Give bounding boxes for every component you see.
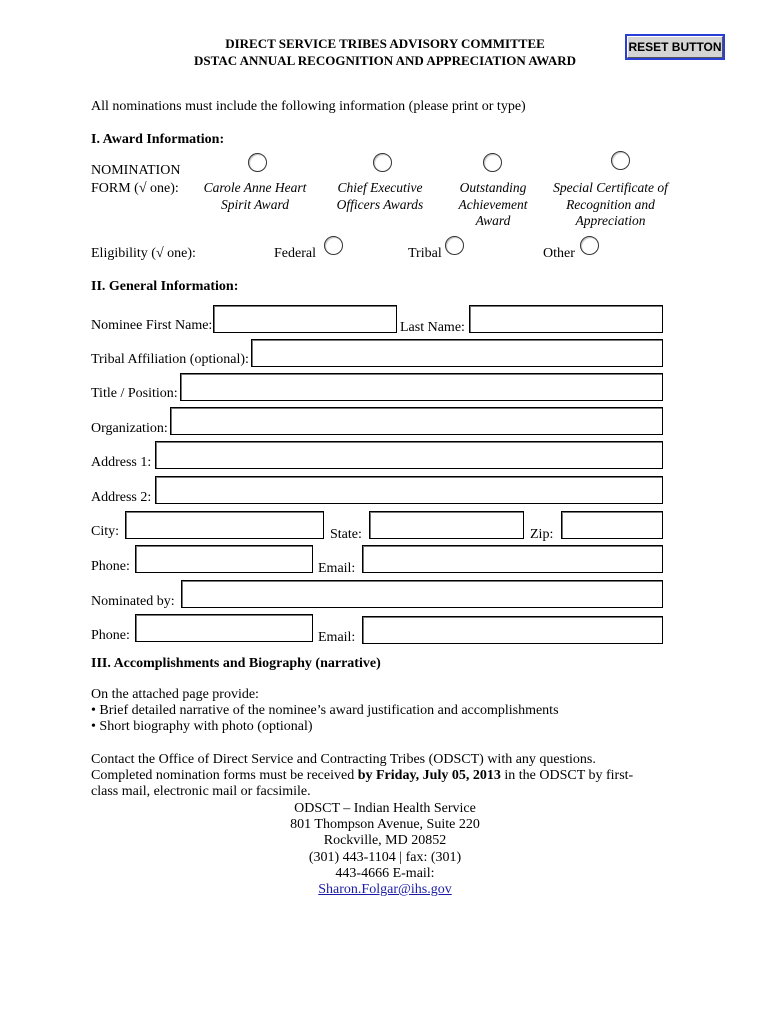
organization-input[interactable] — [171, 408, 662, 434]
zip-input[interactable] — [562, 512, 662, 538]
title-position-field[interactable] — [180, 373, 663, 401]
first-name-field[interactable] — [213, 305, 397, 333]
state-label: State: — [330, 527, 362, 542]
section3-heading: III. Accomplishments and Biography (narrative) — [91, 656, 381, 671]
form-title-line2: DSTAC ANNUAL RECOGNITION AND APPRECIATION AWARD — [194, 53, 576, 68]
award-radio-carole-anne-heart[interactable] — [248, 153, 267, 172]
nominator-phone-label: Phone: — [91, 628, 130, 643]
contact-line2: Completed nomination forms must be received by Friday, July 05, 2013 in the ODSCT by first- — [91, 768, 634, 783]
address2-label: Address 2: — [91, 490, 152, 505]
nomination-label-2: FORM (√ one): — [91, 181, 179, 196]
city-label: City: — [91, 524, 120, 539]
bullet-biography: • Short biography with photo (optional) — [91, 719, 313, 734]
provide-text: On the attached page provide: — [91, 687, 259, 702]
award-label-special-certificate: Special Certificate of Recognition and Appreciation — [553, 180, 668, 228]
last-name-field[interactable] — [469, 305, 663, 333]
email-label: Email: — [318, 561, 356, 576]
address1-input[interactable] — [156, 442, 662, 468]
last-name-label: Last Name: — [400, 320, 465, 335]
award-label-carole-anne-heart: Carole Anne Heart Spirit Award — [203, 180, 307, 212]
eligibility-federal-label: Federal — [274, 246, 316, 261]
contact-line1: Contact the Office of Direct Service and Contracting Tribes (ODSCT) with any questions. — [91, 752, 596, 767]
eligibility-label: Eligibility (√ one): — [91, 246, 196, 261]
section2-heading: II. General Information: — [91, 279, 239, 294]
form-title-line1: DIRECT SERVICE TRIBES ADVISORY COMMITTEE — [225, 36, 545, 51]
state-input[interactable] — [370, 512, 523, 538]
bullet-narrative: • Brief detailed narrative of the nominee’s award justification and accomplishments — [91, 703, 559, 718]
award-radio-chief-executive[interactable] — [373, 153, 392, 172]
first-name-input[interactable] — [214, 306, 396, 332]
award-radio-outstanding-achievement[interactable] — [483, 153, 502, 172]
award-label-chief-executive: Chief Executive Officers Awards — [336, 180, 424, 212]
reset-button[interactable] — [625, 34, 725, 60]
tribal-affiliation-input[interactable] — [252, 340, 662, 366]
eligibility-tribal-label: Tribal — [408, 246, 442, 261]
phone-label: Phone: — [91, 559, 130, 574]
address-line1: ODSCT – Indian Health Service — [294, 801, 476, 816]
award-radio-special-certificate[interactable] — [611, 151, 630, 170]
nominator-phone-input[interactable] — [136, 615, 312, 641]
nomination-label-1: NOMINATION — [91, 163, 181, 178]
address2-input[interactable] — [156, 477, 662, 503]
contact-line3: class mail, electronic mail or facsimile. — [91, 784, 311, 799]
first-name-label: Nominee First Name: — [91, 318, 213, 333]
reset-button-label: RESET BUTTON — [627, 36, 723, 58]
tribal-affiliation-field[interactable] — [251, 339, 663, 367]
zip-field[interactable] — [561, 511, 663, 539]
eligibility-radio-federal[interactable] — [324, 236, 343, 255]
intro-text: All nominations must include the following information (please print or type) — [91, 99, 526, 114]
nominated-by-label: Nominated by: — [91, 594, 175, 609]
eligibility-radio-other[interactable] — [580, 236, 599, 255]
email-field[interactable] — [362, 545, 663, 573]
nominator-email-label: Email: — [318, 630, 356, 645]
email-link-row — [0, 882, 770, 898]
address-line3: Rockville, MD 20852 — [323, 833, 447, 848]
eligibility-radio-tribal[interactable] — [445, 236, 464, 255]
phone-field[interactable] — [135, 545, 313, 573]
email-link[interactable]: Sharon.Folgar@ihs.gov — [318, 882, 452, 897]
zip-label: Zip: — [530, 527, 554, 542]
title-position-input[interactable] — [181, 374, 662, 400]
address2-field[interactable] — [155, 476, 663, 504]
nominator-email-input[interactable] — [363, 617, 662, 643]
title-position-label: Title / Position: — [91, 386, 178, 401]
phone-input[interactable] — [136, 546, 312, 572]
organization-label: Organization: — [91, 421, 168, 436]
nominated-by-input[interactable] — [182, 581, 662, 607]
tribal-affiliation-label: Tribal Affiliation (optional): — [91, 352, 249, 367]
email-input[interactable] — [363, 546, 662, 572]
nominated-by-field[interactable] — [181, 580, 663, 608]
state-field[interactable] — [369, 511, 524, 539]
nominator-phone-field[interactable] — [135, 614, 313, 642]
award-label-outstanding-achievement: Outstanding Achievement Award — [458, 180, 528, 228]
section1-heading: I. Award Information: — [91, 132, 225, 147]
last-name-input[interactable] — [470, 306, 662, 332]
eligibility-other-label: Other — [543, 246, 575, 261]
organization-field[interactable] — [170, 407, 663, 435]
address1-label: Address 1: — [91, 455, 152, 470]
city-input[interactable] — [126, 512, 323, 538]
address-line4: (301) 443-1104 | fax: (301) — [308, 850, 462, 865]
address-line2: 801 Thompson Avenue, Suite 220 — [290, 817, 480, 832]
nominator-email-field[interactable] — [362, 616, 663, 644]
address1-field[interactable] — [155, 441, 663, 469]
address-line5: 443-4666 E-mail: — [335, 866, 435, 881]
deadline-date: by Friday, July 05, 2013 — [357, 768, 501, 783]
city-field[interactable] — [125, 511, 324, 539]
